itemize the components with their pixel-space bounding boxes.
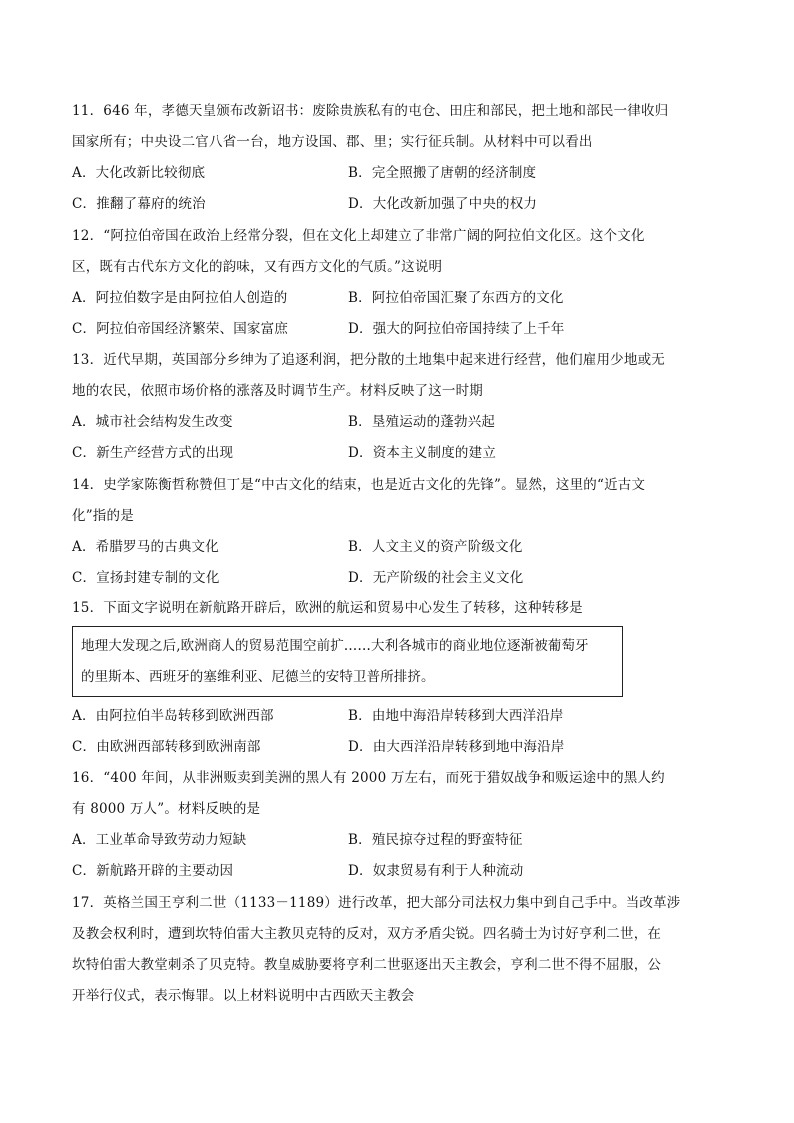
q13-option-b: B．垦殖运动的蓬勃兴起	[348, 414, 496, 430]
q14-stem-line-2: 化”指的是	[72, 508, 134, 524]
q14-stem-line-1: 14．史学家陈衡哲称赞但丁是“中古文化的结束，也是近古文化的先锋”。显然，这里的“近古文	[72, 477, 646, 493]
q15-option-a: A．由阿拉伯半岛转移到欧洲西部	[72, 708, 274, 724]
q14-option-c: C．宣扬封建专制的文化	[72, 570, 220, 586]
q16-stem-line-2: 有 8000 万人”。材料反映的是	[72, 801, 261, 817]
q17-stem-line-2: 及教会权利时，遭到坎特伯雷大主教贝克特的反对，双方矛盾尖锐。四名骑士为讨好亨利二世，在	[72, 926, 662, 942]
q16-option-a: A．工业革命导致劳动力短缺	[72, 832, 247, 848]
q12-stem-line-1: 12．“阿拉伯帝国在政治上经常分裂，但在文化上却建立了非常广阔的阿拉伯文化区。这个文化	[72, 228, 645, 244]
q11-stem-line-2: 国家所有；中央设二官八省一台，地方设国、郡、里；实行征兵制。从材料中可以看出	[72, 134, 593, 150]
q15-option-b: B．由地中海沿岸转移到大西洋沿岸	[348, 708, 564, 724]
q15-option-c: C．由欧洲西部转移到欧洲南部	[72, 739, 261, 755]
q15-option-d: D．由大西洋沿岸转移到地中海沿岸	[348, 739, 565, 755]
q11-option-c: C．推翻了幕府的统治	[72, 196, 206, 212]
q16-option-d: D．奴隶贸易有利于人种流动	[348, 863, 524, 879]
q13-option-c: C．新生产经营方式的出现	[72, 445, 234, 461]
q17-stem-line-4: 开举行仪式，表示悔罪。以上材料说明中古西欧天主教会	[72, 988, 415, 1004]
q13-stem-line-1: 13．近代早期，英国部分乡绅为了追逐利润，把分散的土地集中起来进行经营，他们雇用少地或无	[72, 352, 665, 368]
q12-option-a: A．阿拉伯数字是由阿拉伯人创造的	[72, 290, 288, 306]
q12-option-b: B．阿拉伯帝国汇聚了东西方的文化	[348, 290, 564, 306]
q14-option-b: B．人文主义的资产阶级文化	[348, 539, 523, 555]
q12-option-c: C．阿拉伯帝国经济繁荣、国家富庶	[72, 321, 289, 337]
q13-option-d: D．资本主义制度的建立	[348, 445, 497, 461]
q14-option-a: A．希腊罗马的古典文化	[72, 539, 219, 555]
q13-stem-line-2: 地的农民，依照市场价格的涨落及时调节生产。材料反映了这一时期	[72, 383, 483, 399]
q16-stem-line-1: 16．“400 年间，从非洲贩卖到美洲的黑人有 2000 万左右，而死于猎奴战争和贩运途中的黑人约	[72, 770, 665, 786]
q11-option-d: D．大化改新加强了中央的权力	[348, 196, 538, 212]
q11-option-b: B．完全照搬了唐朝的经济制度	[348, 165, 537, 181]
q17-stem-line-3: 坎特伯雷大教堂刺杀了贝克特。教皇威胁要将亨利二世驱逐出天主教会，亨利二世不得不屈服，公	[72, 957, 662, 973]
q12-option-d: D．强大的阿拉伯帝国持续了上千年	[348, 321, 565, 337]
q12-stem-line-2: 区，既有古代东方文化的韵味，又有西方文化的气质。”这说明	[72, 259, 443, 275]
q15-material-box	[72, 626, 623, 697]
q11-option-a: A．大化改新比较彻底	[72, 165, 206, 181]
q17-stem-line-1: 17．英格兰国王亨利二世（1133－1189）进行改革，把大部分司法权力集中到自己手中。当改革涉	[72, 895, 681, 911]
q14-option-d: D．无产阶级的社会主义文化	[348, 570, 524, 586]
q15-material-line-1: 地理大发现之后,欧洲商人的贸易范围空前扩……大利各城市的商业地位逐渐被葡萄牙	[81, 638, 589, 654]
q13-option-a: A．城市社会结构发生改变	[72, 414, 233, 430]
q11-stem-line-1: 11．646 年，孝德天皇颁布改新诏书：废除贵族私有的屯仓、田庄和部民，把土地和部民一律收归	[72, 103, 669, 119]
q16-option-c: C．新航路开辟的主要动因	[72, 863, 234, 879]
q16-option-b: B．殖民掠夺过程的野蛮特征	[348, 832, 523, 848]
q15-stem-line-1: 15．下面文字说明在新航路开辟后，欧洲的航运和贸易中心发生了转移，这种转移是	[72, 600, 583, 616]
q15-material-line-2: 的里斯本、西班牙的塞维利亚、尼德兰的安特卫普所排挤。	[81, 669, 435, 685]
